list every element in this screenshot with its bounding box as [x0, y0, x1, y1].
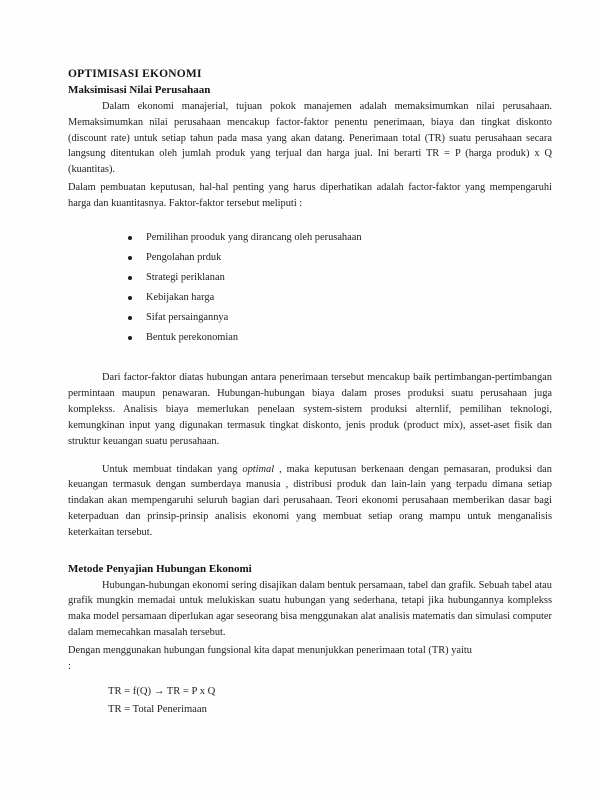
paragraph-4-text-start: Untuk membuat tindakan yang [102, 463, 243, 475]
formula-tr-definition: TR = Total Penerimaan [108, 704, 207, 716]
section-heading-maksimisasi: Maksimisasi Nilai Perusahaan [68, 84, 211, 96]
spacer [68, 543, 552, 563]
paragraph-metode-1: Hubungan-hubungan ekonomi sering disajikan dalam bentuk persamaan, tabel dan grafik. Sebuah tabel atau grafik mungkin memadai untuk melukiskan suatu hubungan yang sederhana, tetapi jika hubungannya komplekss maka model persamaan diperlukan agar seseorang bisa menggunakan alat analisis matematis dan simulasi computer dalam memecahkan masalah tersebut. [68, 579, 552, 638]
formula-tr-equation: TR = f(Q) → TR = P x Q [108, 686, 216, 698]
paragraph-maksimisasi-1: Dalam ekonomi manajerial, tujuan pokok manajemen adalah memaksimumkan nilai perusahaan. Memaksimumkan nilai perusahaan mencakup factor-faktor penentu penerimaan, biaya dan tingkat diskonto (discount rate) untuk setiap tahun pada masa yang akan datang. Penerimaan total (TR) suatu perusahaan secara langsung ditentukan oleh jumlah produk yang terjual dan harga jual. Ini berarti TR = P (harga produk) x Q (kuantitas). [68, 101, 552, 176]
factor-list [68, 230, 552, 347]
paragraph-4-text-end: , maka keputusan berkenaan dengan pemasaran, produksi dan keuangan termasuk dengan sumberdaya manusia , distribusi produk dan lain-lain yang terpadu dimana setiap tindakan akan mempengaruhi seluruh bagian dari perusahaan. Teori ekonomi perusahaan memberikan dasar bagi keterpaduan dan prinsip-prinsip analisis ekonomi yang membuat setiap orang mampu untuk menganalisis keterkaitan tersebut. [68, 463, 552, 538]
list-item: Bentuk perekonomian [128, 330, 552, 346]
section-heading-metode: Metode Penyajian Hubungan Ekonomi [68, 562, 252, 575]
paragraph-maksimisasi-2: Dalam pembuatan keputusan, hal-hal penting yang harus diperhatikan adalah factor-faktor yang mempengaruhi harga dan kuantitasnya. Faktor-faktor tersebut meliputi : [68, 182, 552, 209]
colon-marker: : [68, 660, 71, 672]
list-item: Pemilihan prooduk yang dirancang oleh perusahaan [128, 230, 552, 246]
list-item: Sifat persaingannya [128, 310, 552, 326]
paragraph-metode-2: Dengan menggunakan hubungan fungsional kita dapat menunjukkan penerimaan total (TR) yaitu [68, 644, 472, 656]
page-title: OPTIMISASI EKONOMI [68, 68, 202, 80]
list-item: Strategi periklanan [128, 270, 552, 286]
spacer [68, 452, 552, 462]
paragraph-maksimisasi-3: Dari factor-faktor diatas hubungan antara penerimaan tersebut mencakup baik pertimbangan-pertimbangan permintaan maupun penawaran. Hubungan-hubungan biaya dalam proses produksi suatu perusahaan juga komplekss. Analisis biaya memerlukan penelaan system-sistem produksi alternlif, pemilihan teknologi, kemungkinan input yang digunakan termasuk tingkat diskonto, jenis produk (product mix), asset-aset fisik dan struktur keuangan suatu perusahaan. [68, 372, 552, 447]
formula-block [68, 683, 552, 719]
spacer [68, 350, 552, 370]
emphasis-optimal: optimal [242, 463, 275, 475]
spacer [68, 214, 552, 230]
list-item: Kebijakan harga [128, 290, 552, 306]
paragraph-maksimisasi-4 [68, 462, 552, 541]
list-item: Pengolahan prduk [128, 250, 552, 266]
